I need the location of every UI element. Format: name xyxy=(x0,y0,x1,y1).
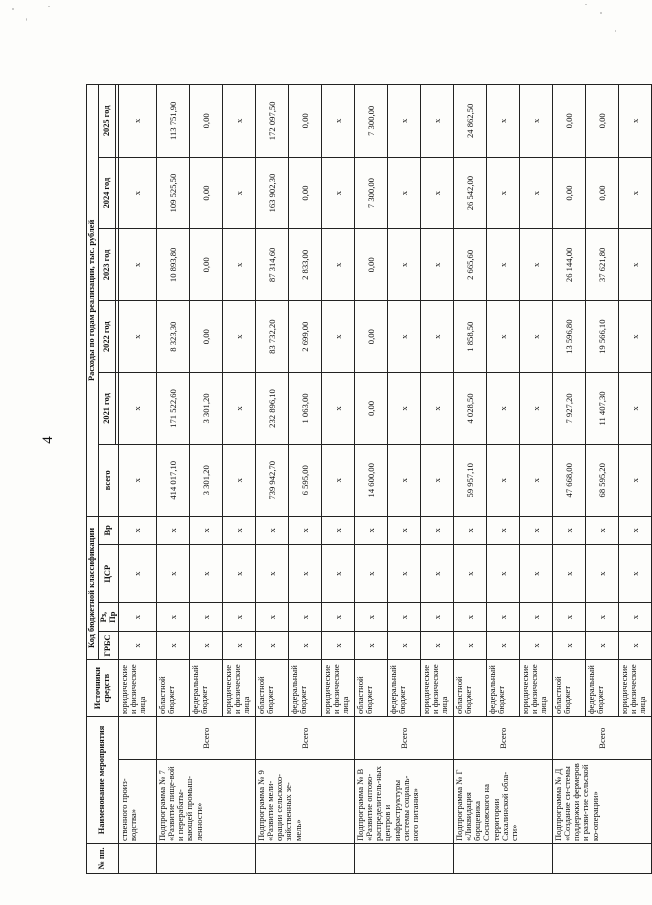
col-vr-header: Вр xyxy=(98,516,119,544)
cell-y2024: 0,00 xyxy=(553,157,586,229)
cell-y2025: x xyxy=(223,85,256,158)
funding-source: областной бюджет xyxy=(355,660,388,717)
cell-y2021: 171 522,60 xyxy=(157,373,190,445)
activity-name: Подпрограмма № Д «Создание си-стемы поддержки фермеров и разви-тие сельской ко-операции» xyxy=(553,760,652,844)
cell-csr: x xyxy=(355,545,388,603)
funding-source: юридические и физические лица xyxy=(520,660,553,717)
cell-y2021: x xyxy=(520,373,553,445)
cell-grbs: x xyxy=(256,631,289,659)
cell-y2022: x xyxy=(322,301,355,373)
cell-csr: x xyxy=(322,545,355,603)
funding-source: юридические и физические лица xyxy=(322,660,355,717)
table-row xyxy=(256,85,289,874)
activity-name: Подпрограмма № 7 «Развитие пище-вой и перерабаты-вающей промыш-ленности» xyxy=(157,760,256,844)
cell-grbs: x xyxy=(322,631,355,659)
cell-total: x xyxy=(520,444,553,516)
cell-y2025: x xyxy=(619,85,652,158)
cell-y2023: x xyxy=(322,229,355,301)
cell-grbs: x xyxy=(119,631,157,659)
cell-y2024: x xyxy=(421,157,454,229)
cell-y2024: 163 902,30 xyxy=(256,157,289,229)
cell-csr: x xyxy=(487,545,520,603)
cell-y2021: x xyxy=(421,373,454,445)
rotated-document xyxy=(86,84,647,874)
cell-csr: x xyxy=(256,545,289,603)
scan-speck xyxy=(48,6,50,7)
cell-y2022: x xyxy=(119,301,157,373)
cell-y2022: x xyxy=(487,301,520,373)
cell-rzpr: x xyxy=(487,603,520,631)
cell-rzpr: x xyxy=(454,603,487,631)
cell-csr: x xyxy=(553,545,586,603)
cell-y2025: x xyxy=(119,85,157,158)
cell-y2022: 0,00 xyxy=(190,301,223,373)
cell-grbs: x xyxy=(586,631,619,659)
cell-vr: x xyxy=(322,516,355,544)
cell-grbs: x xyxy=(388,631,421,659)
cell-vr: x xyxy=(388,516,421,544)
cell-rzpr: x xyxy=(289,603,322,631)
cell-y2025: 0,00 xyxy=(586,85,619,158)
cell-y2023: 87 314,60 xyxy=(256,229,289,301)
cell-rzpr: x xyxy=(223,603,256,631)
cell-total: x xyxy=(223,444,256,516)
cell-csr: x xyxy=(619,545,652,603)
row-number-cell xyxy=(119,844,157,874)
cell-y2022: 19 566,10 xyxy=(586,301,619,373)
cell-rzpr: x xyxy=(119,603,157,631)
row-number-cell xyxy=(454,844,553,874)
cell-vr: x xyxy=(487,516,520,544)
cell-rzpr: x xyxy=(388,603,421,631)
cell-grbs: x xyxy=(157,631,190,659)
cell-csr: x xyxy=(223,545,256,603)
cell-rzpr: x xyxy=(553,603,586,631)
cell-vr: x xyxy=(553,516,586,544)
cell-y2023: x xyxy=(487,229,520,301)
row-number-cell xyxy=(553,844,652,874)
cell-csr: x xyxy=(454,545,487,603)
col-rzpr-header: Рз, Пр xyxy=(98,603,119,631)
cell-y2025: 0,00 xyxy=(553,85,586,158)
cell-y2025: 7 300,00 xyxy=(355,85,388,158)
cell-vr: x xyxy=(119,516,157,544)
cell-vr: x xyxy=(289,516,322,544)
vsego-label: Всего xyxy=(157,717,256,760)
cell-grbs: x xyxy=(223,631,256,659)
cell-y2023: x xyxy=(119,229,157,301)
cell-y2023: x xyxy=(421,229,454,301)
cell-rzpr: x xyxy=(190,603,223,631)
cell-vr: x xyxy=(619,516,652,544)
cell-y2023: 10 893,80 xyxy=(157,229,190,301)
funding-source: федеральный бюджет xyxy=(487,660,520,717)
cell-total: 47 668,00 xyxy=(553,444,586,516)
cell-csr: x xyxy=(421,545,454,603)
cell-total: 414 017,10 xyxy=(157,444,190,516)
cell-y2025: 0,00 xyxy=(190,85,223,158)
cell-y2025: 24 862,50 xyxy=(454,85,487,158)
cell-csr: x xyxy=(157,545,190,603)
cell-y2022: x xyxy=(388,301,421,373)
cell-y2024: x xyxy=(388,157,421,229)
funding-source: юридические и физические лица xyxy=(223,660,256,717)
cell-csr: x xyxy=(289,545,322,603)
budget-table xyxy=(86,84,652,874)
cell-rzpr: x xyxy=(520,603,553,631)
cell-grbs: x xyxy=(553,631,586,659)
table-row xyxy=(355,85,388,874)
funding-source: юридические и физические лица xyxy=(119,660,157,717)
cell-total: 3 301,20 xyxy=(190,444,223,516)
funding-source: областной бюджет xyxy=(157,660,190,717)
cell-y2022: 0,00 xyxy=(355,301,388,373)
cell-y2024: x xyxy=(520,157,553,229)
cell-csr: x xyxy=(388,545,421,603)
cell-y2023: x xyxy=(388,229,421,301)
cell-y2024: x xyxy=(119,157,157,229)
cell-y2021: x xyxy=(487,373,520,445)
vsego-label: Всего xyxy=(256,717,355,760)
cell-total: x xyxy=(421,444,454,516)
table-row xyxy=(553,85,586,874)
funding-source: областной бюджет xyxy=(454,660,487,717)
cell-y2023: 37 621,80 xyxy=(586,229,619,301)
cell-grbs: x xyxy=(355,631,388,659)
cell-y2024: x xyxy=(322,157,355,229)
cell-rzpr: x xyxy=(619,603,652,631)
cell-y2021: x xyxy=(223,373,256,445)
col-grbs-header: ГРБС xyxy=(98,631,119,659)
row-number-cell xyxy=(355,844,454,874)
cell-y2024: 0,00 xyxy=(289,157,322,229)
cell-y2021: 232 896,10 xyxy=(256,373,289,445)
scan-speck xyxy=(615,30,616,32)
cell-vr: x xyxy=(256,516,289,544)
cell-y2024: x xyxy=(487,157,520,229)
cell-csr: x xyxy=(190,545,223,603)
col-year-header: 2024 год xyxy=(98,157,116,229)
cell-vr: x xyxy=(157,516,190,544)
funding-source: федеральный бюджет xyxy=(190,660,223,717)
cell-y2021: 0,00 xyxy=(355,373,388,445)
cell-y2024: 109 525,50 xyxy=(157,157,190,229)
scan-speck xyxy=(12,8,14,10)
activity-name: Подпрограмма № В «Развитие оптово-распределитель-ных центров и инфраструктуры системы социаль-ного питания» xyxy=(355,760,454,844)
vsego-label: Всего xyxy=(454,717,553,760)
cell-grbs: x xyxy=(190,631,223,659)
col-year-header: 2025 год xyxy=(98,85,116,158)
cell-y2025: 172 097,50 xyxy=(256,85,289,158)
cell-total: x xyxy=(388,444,421,516)
cell-csr: x xyxy=(586,545,619,603)
cell-y2021: 4 028,50 xyxy=(454,373,487,445)
funding-source: юридические и физические лица xyxy=(421,660,454,717)
cell-rzpr: x xyxy=(421,603,454,631)
cell-y2025: x xyxy=(388,85,421,158)
col-year-header: 2021 год xyxy=(98,373,116,445)
col-source-header: Источники средств xyxy=(87,660,119,717)
cell-y2021: x xyxy=(119,373,157,445)
cell-rzpr: x xyxy=(157,603,190,631)
currency-note: Расходы по годам реализации, тыс. рублей xyxy=(87,85,99,517)
activity-name: Подпрограмма № 9 «Развитие мели-орации сельскохо-зяйственных зе-мель» xyxy=(256,760,355,844)
cell-y2022: 13 596,80 xyxy=(553,301,586,373)
cell-y2025: x xyxy=(487,85,520,158)
cell-y2024: 0,00 xyxy=(190,157,223,229)
table-row xyxy=(157,85,190,874)
funding-source: федеральный бюджет xyxy=(289,660,322,717)
cell-total: 68 595,20 xyxy=(586,444,619,516)
col-code-group-header: Код бюджетной классификации xyxy=(87,516,99,660)
cell-y2024: x xyxy=(223,157,256,229)
cell-rzpr: x xyxy=(586,603,619,631)
cell-rzpr: x xyxy=(355,603,388,631)
cell-grbs: x xyxy=(289,631,322,659)
cell-y2021: x xyxy=(322,373,355,445)
cell-vr: x xyxy=(355,516,388,544)
cell-y2021: 1 063,00 xyxy=(289,373,322,445)
cell-y2023: x xyxy=(619,229,652,301)
table-row xyxy=(119,85,157,874)
cell-vr: x xyxy=(586,516,619,544)
cell-y2022: 1 858,50 xyxy=(454,301,487,373)
cell-y2023: 26 144,00 xyxy=(553,229,586,301)
row-number-cell xyxy=(157,844,256,874)
cell-y2023: 2 833,00 xyxy=(289,229,322,301)
cell-y2025: x xyxy=(421,85,454,158)
cell-y2024: x xyxy=(619,157,652,229)
vsego-label: Всего xyxy=(355,717,454,760)
cell-vr: x xyxy=(454,516,487,544)
cell-vr: x xyxy=(421,516,454,544)
funding-source: областной бюджет xyxy=(256,660,289,717)
col-total-header: всего xyxy=(98,444,119,516)
col-num-header: № пп. xyxy=(87,844,119,874)
vsego-label xyxy=(119,717,157,760)
cell-y2022: 8 323,30 xyxy=(157,301,190,373)
funding-source: федеральный бюджет xyxy=(388,660,421,717)
cell-y2023: x xyxy=(223,229,256,301)
cell-rzpr: x xyxy=(322,603,355,631)
cell-y2024: 26 542,00 xyxy=(454,157,487,229)
funding-source: юридические и физические лица xyxy=(619,660,652,717)
col-year-header: 2023 год xyxy=(98,229,116,301)
col-name-header: Наименование мероприятия xyxy=(87,717,119,844)
activity-name: ственного произ-водства» xyxy=(119,760,157,844)
scan-speck xyxy=(585,4,587,5)
cell-y2022: x xyxy=(421,301,454,373)
scan-speck xyxy=(26,18,27,21)
cell-y2021: 3 301,20 xyxy=(190,373,223,445)
col-csr-header: ЦСР xyxy=(98,545,119,603)
cell-grbs: x xyxy=(619,631,652,659)
cell-y2024: 0,00 xyxy=(586,157,619,229)
cell-vr: x xyxy=(190,516,223,544)
cell-grbs: x xyxy=(520,631,553,659)
cell-y2021: x xyxy=(388,373,421,445)
cell-y2023: 0,00 xyxy=(355,229,388,301)
cell-grbs: x xyxy=(454,631,487,659)
vsego-label: Всего xyxy=(553,717,652,760)
cell-y2023: 0,00 xyxy=(190,229,223,301)
activity-name: Подпрограмма № Г «Ликвидация борщевика Сосновского на территории Сахалинской обла-сти» xyxy=(454,760,553,844)
cell-y2023: x xyxy=(520,229,553,301)
cell-y2021: x xyxy=(619,373,652,445)
cell-total: x xyxy=(119,444,157,516)
cell-total: x xyxy=(487,444,520,516)
cell-y2025: 113 751,90 xyxy=(157,85,190,158)
cell-grbs: x xyxy=(487,631,520,659)
cell-total: 59 957,10 xyxy=(454,444,487,516)
scan-speck xyxy=(600,12,602,14)
cell-total: 739 942,70 xyxy=(256,444,289,516)
cell-y2022: x xyxy=(223,301,256,373)
cell-grbs: x xyxy=(421,631,454,659)
funding-source: федеральный бюджет xyxy=(586,660,619,717)
cell-rzpr: x xyxy=(256,603,289,631)
page-number: 4 xyxy=(40,436,56,444)
row-number-cell xyxy=(256,844,355,874)
funding-source: областной бюджет xyxy=(553,660,586,717)
cell-csr: x xyxy=(520,545,553,603)
table-body xyxy=(119,85,652,874)
cell-y2021: 11 407,30 xyxy=(586,373,619,445)
cell-vr: x xyxy=(223,516,256,544)
header-row-1 xyxy=(87,85,99,874)
table-row xyxy=(454,85,487,874)
cell-csr: x xyxy=(119,545,157,603)
cell-y2025: x xyxy=(322,85,355,158)
cell-y2025: x xyxy=(520,85,553,158)
cell-y2024: 7 300,00 xyxy=(355,157,388,229)
col-year-header: 2022 год xyxy=(98,301,116,373)
cell-y2025: 0,00 xyxy=(289,85,322,158)
cell-y2021: 7 927,20 xyxy=(553,373,586,445)
cell-y2022: x xyxy=(619,301,652,373)
cell-total: 14 600,00 xyxy=(355,444,388,516)
cell-total: x xyxy=(322,444,355,516)
cell-y2022: x xyxy=(520,301,553,373)
cell-vr: x xyxy=(520,516,553,544)
cell-y2022: 83 732,20 xyxy=(256,301,289,373)
cell-total: x xyxy=(619,444,652,516)
cell-y2023: 2 665,60 xyxy=(454,229,487,301)
cell-total: 6 595,00 xyxy=(289,444,322,516)
cell-y2022: 2 699,00 xyxy=(289,301,322,373)
